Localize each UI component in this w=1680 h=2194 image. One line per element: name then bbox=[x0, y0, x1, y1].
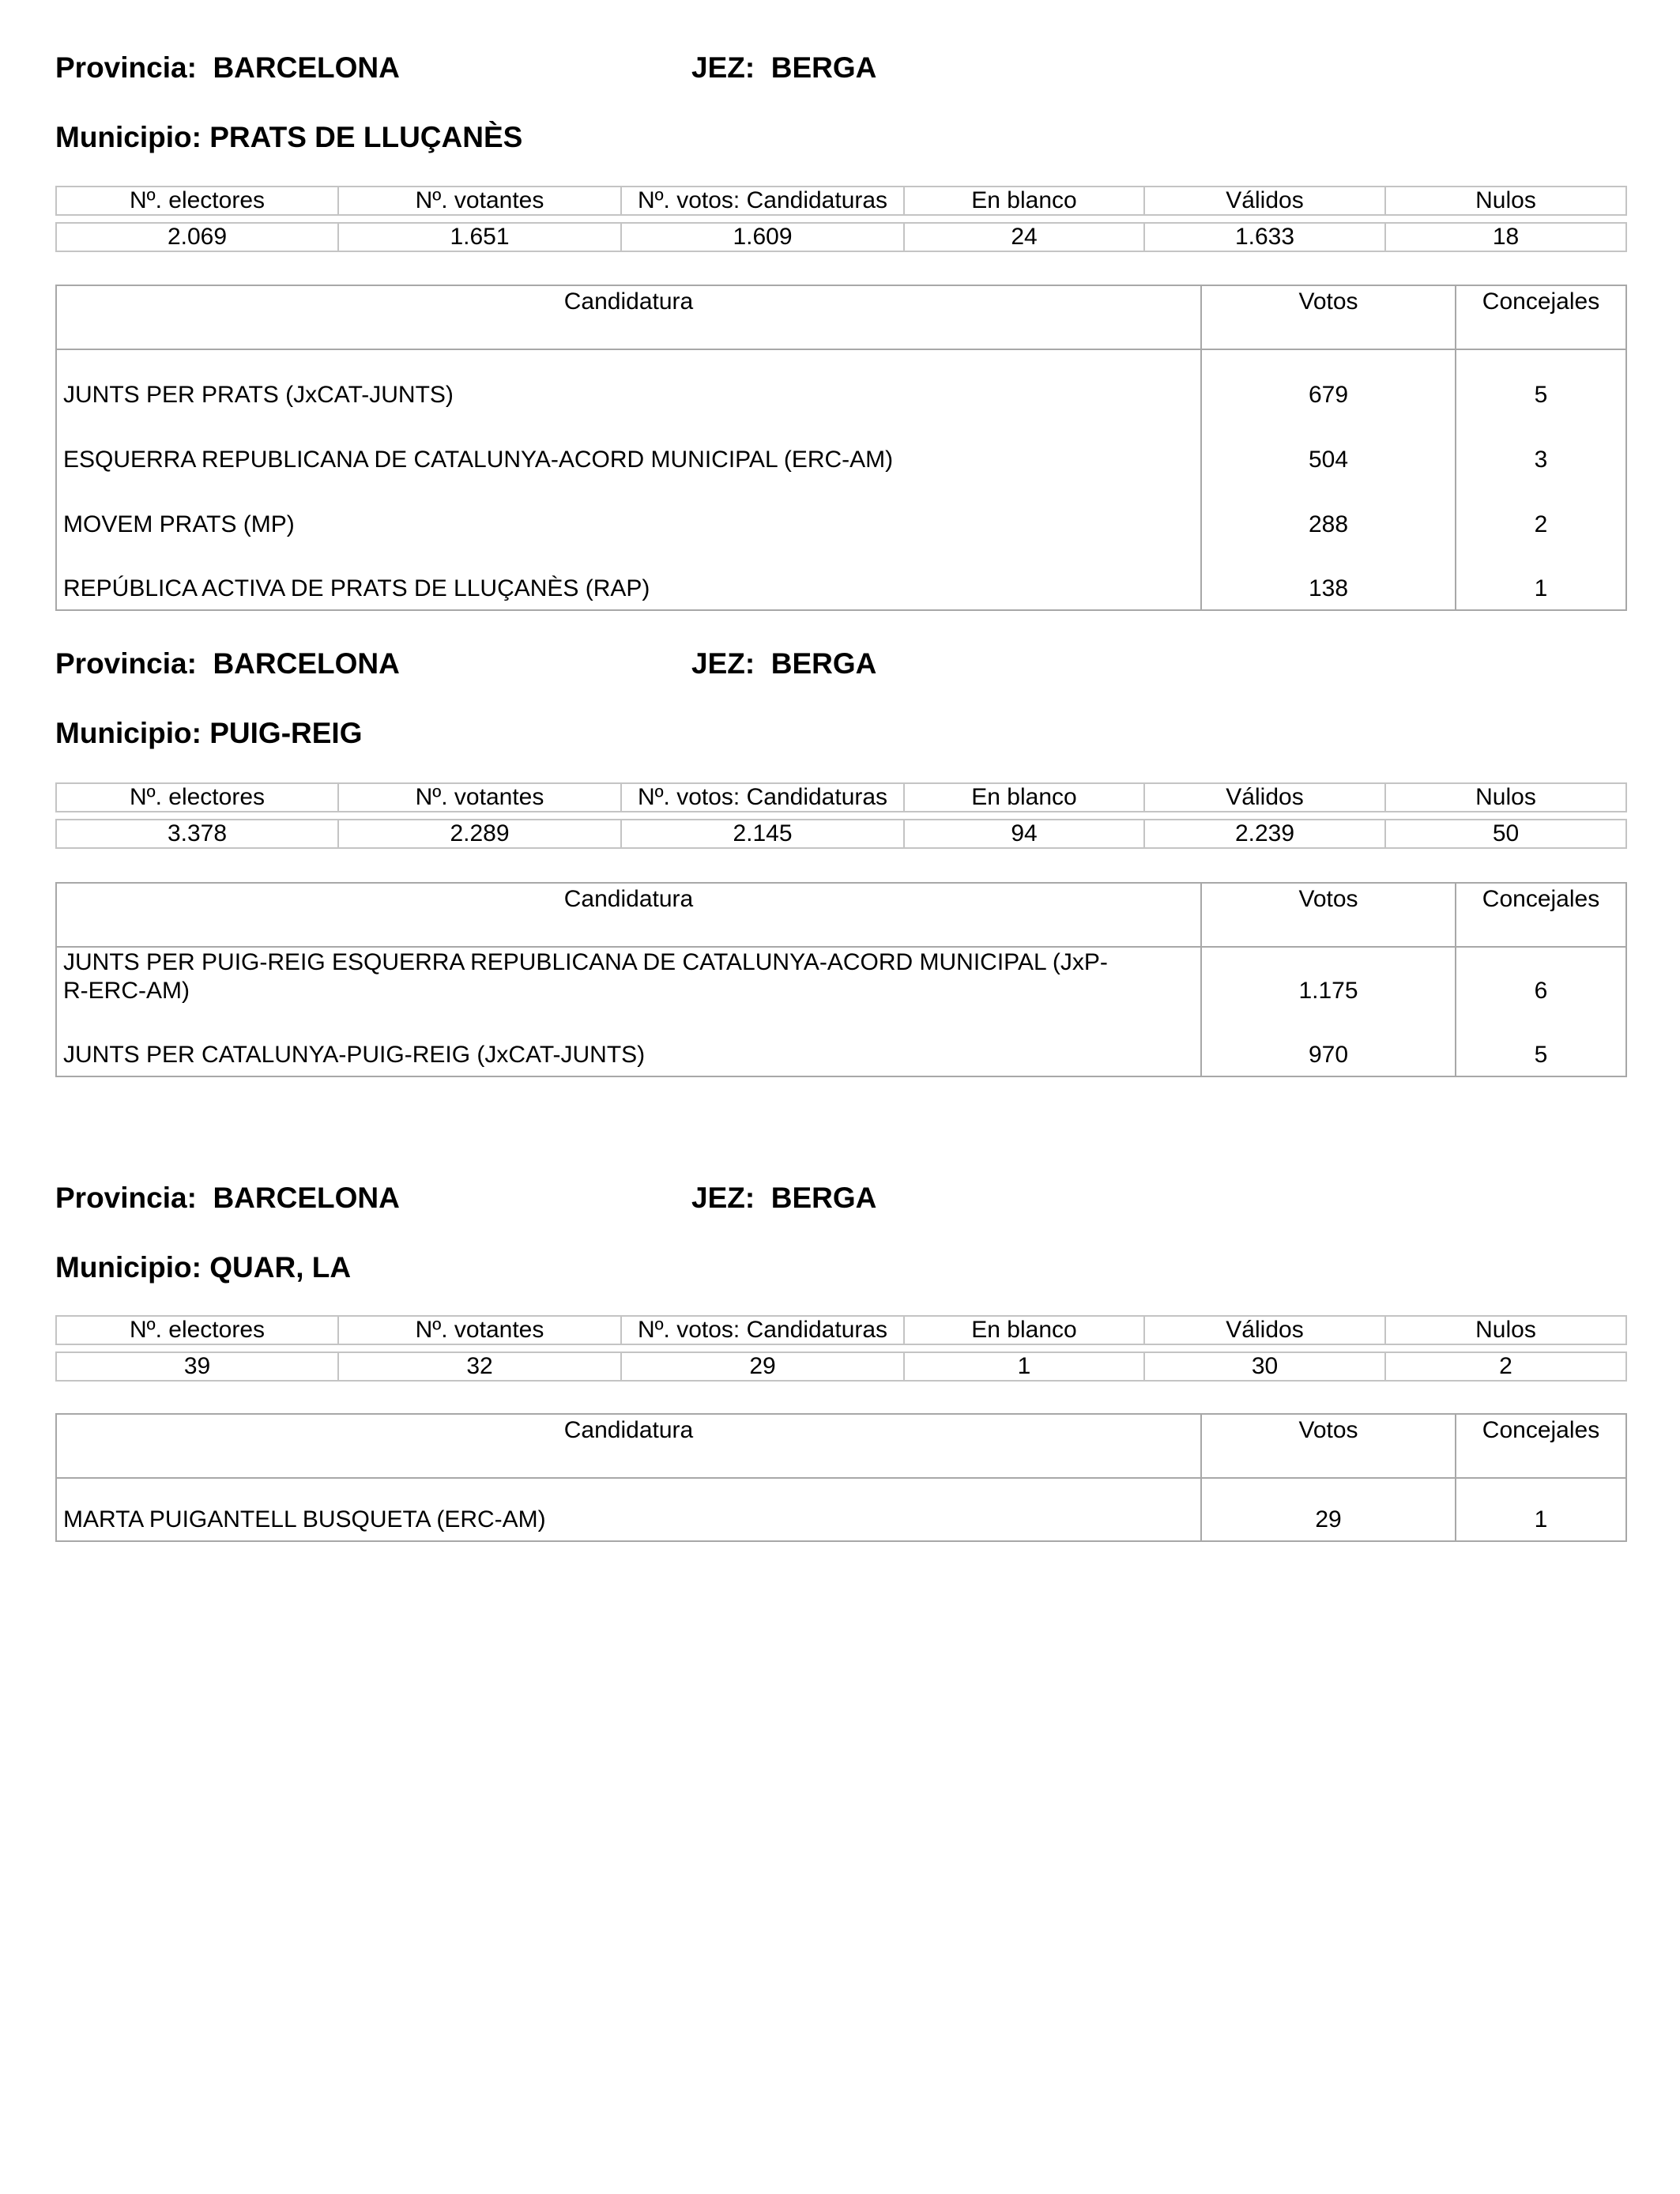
col-concejales: Concejales bbox=[1456, 883, 1626, 947]
stats-value-row bbox=[56, 1352, 1626, 1381]
candidatura-votos: 1.175 bbox=[1201, 947, 1456, 1012]
candidatura-concejales: 3 bbox=[1456, 416, 1626, 481]
stats-votos-candidaturas: 29 bbox=[621, 1352, 904, 1381]
candidatura-concejales: 1 bbox=[1456, 1478, 1626, 1541]
candidatura-concejales: 5 bbox=[1456, 349, 1626, 416]
stats-header-electores: Nº. electores bbox=[56, 187, 338, 215]
stats-header-nulos: Nulos bbox=[1385, 783, 1626, 812]
stats-header-nulos: Nulos bbox=[1385, 187, 1626, 215]
stats-validos: 30 bbox=[1144, 1352, 1385, 1381]
jez-header bbox=[691, 1181, 876, 1216]
candidaturas-table bbox=[55, 285, 1627, 611]
stats-header-votos-candidaturas: Nº. votos: Candidaturas bbox=[621, 1316, 904, 1344]
candidatura-nombre: JUNTS PER CATALUNYA-PUIG-REIG (JxCAT-JUNTS) bbox=[63, 1042, 646, 1068]
stats-en-blanco: 94 bbox=[904, 820, 1144, 848]
stats-validos: 2.239 bbox=[1144, 820, 1385, 848]
stats-table bbox=[55, 186, 1627, 252]
stats-header-votantes: Nº. votantes bbox=[338, 1316, 621, 1344]
candidatura-concejales: 5 bbox=[1456, 1012, 1626, 1076]
col-concejales: Concejales bbox=[1456, 285, 1626, 349]
stats-en-blanco: 24 bbox=[904, 223, 1144, 251]
stats-votos-candidaturas: 2.145 bbox=[621, 820, 904, 848]
jez-label: JEZ: bbox=[691, 647, 771, 680]
provincia-header bbox=[55, 1181, 877, 1216]
candidatura-row bbox=[56, 1012, 1626, 1076]
stats-nulos: 50 bbox=[1385, 820, 1626, 848]
candidatura-nombre: MARTA PUIGANTELL BUSQUETA (ERC-AM) bbox=[63, 1506, 546, 1532]
stats-nulos: 18 bbox=[1385, 223, 1626, 251]
candidaturas-table bbox=[55, 1413, 1627, 1542]
stats-header-votantes: Nº. votantes bbox=[338, 783, 621, 812]
stats-header-electores: Nº. electores bbox=[56, 1316, 338, 1344]
municipio-title bbox=[55, 120, 522, 155]
municipio-value: PRATS DE LLUÇANÈS bbox=[209, 121, 523, 153]
col-concejales: Concejales bbox=[1456, 1414, 1626, 1478]
stats-header-row bbox=[56, 187, 1626, 215]
col-candidatura: Candidatura bbox=[56, 1414, 1201, 1478]
candidaturas-header-row bbox=[56, 285, 1626, 349]
provincia-label: Provincia: bbox=[55, 51, 213, 84]
candidatura-votos: 679 bbox=[1201, 349, 1456, 416]
stats-en-blanco: 1 bbox=[904, 1352, 1144, 1381]
stats-value-row bbox=[56, 820, 1626, 848]
stats-votantes: 1.651 bbox=[338, 223, 621, 251]
stats-validos: 1.633 bbox=[1144, 223, 1385, 251]
stats-value-row bbox=[56, 223, 1626, 251]
candidatura-row bbox=[56, 947, 1626, 1012]
municipio-label: Municipio: bbox=[55, 717, 210, 749]
candidatura-row bbox=[56, 1478, 1626, 1541]
candidatura-votos: 504 bbox=[1201, 416, 1456, 481]
col-candidatura: Candidatura bbox=[56, 285, 1201, 349]
jez-header bbox=[691, 647, 876, 681]
candidatura-nombre: ESQUERRA REPUBLICANA DE CATALUNYA-ACORD MUNICIPAL (ERC-AM) bbox=[63, 447, 894, 473]
candidatura-nombre: MOVEM PRATS (MP) bbox=[63, 511, 295, 537]
stats-header-row bbox=[56, 783, 1626, 812]
stats-header-nulos: Nulos bbox=[1385, 1316, 1626, 1344]
stats-electores: 2.069 bbox=[56, 223, 338, 251]
candidatura-row bbox=[56, 416, 1626, 481]
candidatura-votos: 29 bbox=[1201, 1478, 1456, 1541]
stats-votantes: 32 bbox=[338, 1352, 621, 1381]
stats-header-en-blanco: En blanco bbox=[904, 187, 1144, 215]
stats-header-validos: Válidos bbox=[1144, 1316, 1385, 1344]
candidatura-concejales: 2 bbox=[1456, 481, 1626, 545]
candidatura-nombre: JUNTS PER PRATS (JxCAT-JUNTS) bbox=[63, 382, 454, 408]
candidatura-nombre: JUNTS PER PUIG-REIG ESQUERRA REPUBLICANA DE CATALUNYA-ACORD MUNICIPAL (JxP-R-ERC-AM) bbox=[63, 949, 1108, 1004]
municipio-value: QUAR, LA bbox=[209, 1251, 352, 1284]
candidaturas-table bbox=[55, 882, 1627, 1077]
candidatura-votos: 970 bbox=[1201, 1012, 1456, 1076]
stats-header-validos: Válidos bbox=[1144, 783, 1385, 812]
provincia-header bbox=[55, 51, 877, 85]
provincia-value: BARCELONA bbox=[213, 51, 400, 84]
jez-header bbox=[691, 51, 876, 85]
municipio-label: Municipio: bbox=[55, 1251, 210, 1284]
candidatura-concejales: 1 bbox=[1456, 545, 1626, 610]
col-votos: Votos bbox=[1201, 1414, 1456, 1478]
municipio-title bbox=[55, 716, 363, 751]
stats-header-votos-candidaturas: Nº. votos: Candidaturas bbox=[621, 783, 904, 812]
col-votos: Votos bbox=[1201, 285, 1456, 349]
stats-electores: 3.378 bbox=[56, 820, 338, 848]
stats-header-votos-candidaturas: Nº. votos: Candidaturas bbox=[621, 187, 904, 215]
stats-header-row bbox=[56, 1316, 1626, 1344]
candidatura-nombre: REPÚBLICA ACTIVA DE PRATS DE LLUÇANÈS (RAP) bbox=[63, 575, 650, 601]
stats-electores: 39 bbox=[56, 1352, 338, 1381]
candidaturas-header-row bbox=[56, 1414, 1626, 1478]
stats-header-votantes: Nº. votantes bbox=[338, 187, 621, 215]
provincia-value: BARCELONA bbox=[213, 1182, 400, 1214]
candidatura-votos: 288 bbox=[1201, 481, 1456, 545]
stats-header-en-blanco: En blanco bbox=[904, 783, 1144, 812]
col-votos: Votos bbox=[1201, 883, 1456, 947]
stats-header-en-blanco: En blanco bbox=[904, 1316, 1144, 1344]
stats-header-electores: Nº. electores bbox=[56, 783, 338, 812]
candidatura-row bbox=[56, 545, 1626, 610]
jez-value: BERGA bbox=[770, 647, 877, 680]
stats-table bbox=[55, 1315, 1627, 1382]
municipio-value: PUIG-REIG bbox=[209, 717, 363, 749]
provincia-label: Provincia: bbox=[55, 647, 213, 680]
municipio-label: Municipio: bbox=[55, 121, 210, 153]
jez-value: BERGA bbox=[770, 1182, 877, 1214]
municipio-title bbox=[55, 1250, 351, 1285]
stats-header-validos: Válidos bbox=[1144, 187, 1385, 215]
stats-nulos: 2 bbox=[1385, 1352, 1626, 1381]
candidatura-concejales: 6 bbox=[1456, 947, 1626, 1012]
candidaturas-header-row bbox=[56, 883, 1626, 947]
candidatura-votos: 138 bbox=[1201, 545, 1456, 610]
col-candidatura: Candidatura bbox=[56, 883, 1201, 947]
provincia-header bbox=[55, 647, 877, 681]
candidatura-row bbox=[56, 349, 1626, 416]
stats-votantes: 2.289 bbox=[338, 820, 621, 848]
jez-value: BERGA bbox=[770, 51, 877, 84]
jez-label: JEZ: bbox=[691, 1182, 771, 1214]
stats-table bbox=[55, 782, 1627, 849]
stats-votos-candidaturas: 1.609 bbox=[621, 223, 904, 251]
provincia-value: BARCELONA bbox=[213, 647, 400, 680]
candidatura-row bbox=[56, 481, 1626, 545]
jez-label: JEZ: bbox=[691, 51, 771, 84]
provincia-label: Provincia: bbox=[55, 1182, 213, 1214]
